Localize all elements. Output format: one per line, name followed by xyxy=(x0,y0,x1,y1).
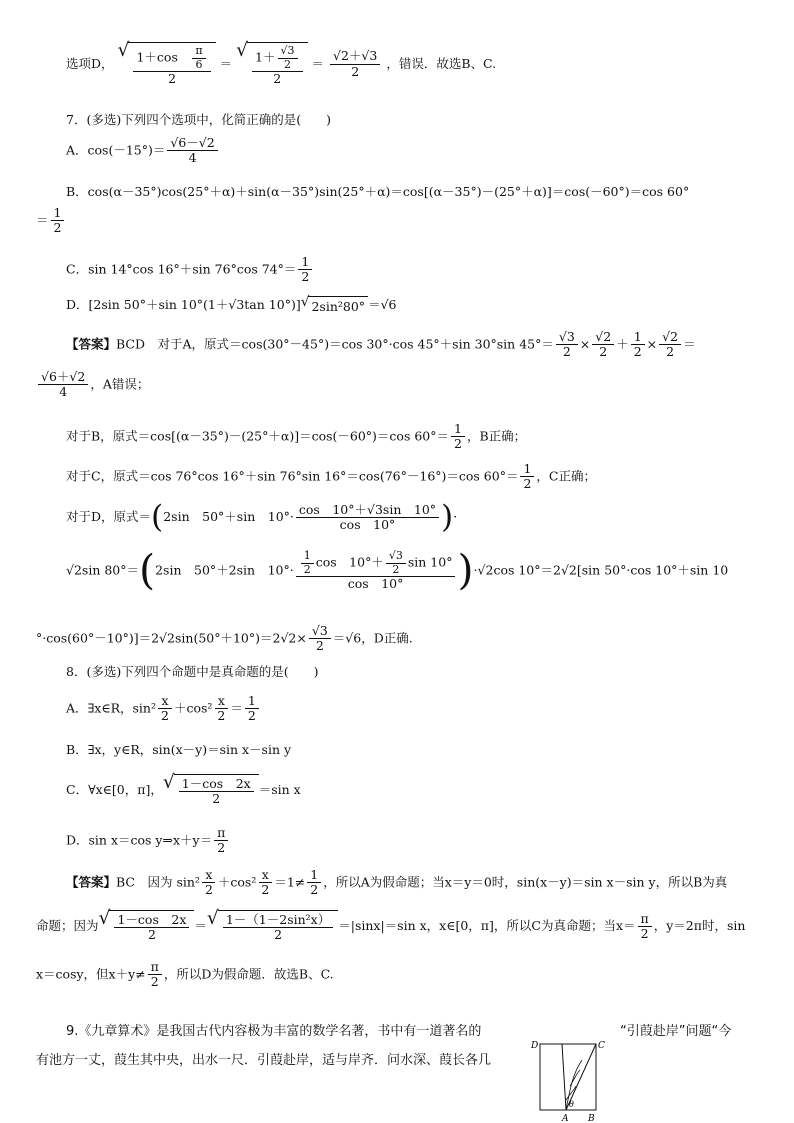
label-a: A xyxy=(562,1114,569,1123)
pond-reed-figure xyxy=(522,1030,612,1123)
text: ＝sin x xyxy=(258,781,301,797)
text: A．cos(－15°)＝ xyxy=(66,142,166,158)
q8-option-d xyxy=(66,826,230,856)
a7-option-d-end xyxy=(36,624,413,654)
a8-line2 xyxy=(36,910,745,943)
text: 1－cos 2x xyxy=(179,777,254,792)
text: 2 xyxy=(147,927,156,943)
a8-line1 xyxy=(66,868,727,898)
a7-option-d: 对于D，原式＝(2sin 50°＋sin 10°· $\frac{\cos 10^\circ+√3\sin 10^\circ}{\cos 10^\circ}$ )· xyxy=(66,499,458,535)
text: ·√2cos 10°＝2√2[sin 50°·cos 10°＋sin 10 xyxy=(473,562,729,578)
q7-option-a xyxy=(66,136,220,166)
q6-option-d-line xyxy=(66,42,496,87)
text: sin 10° xyxy=(407,554,453,570)
text: ＝ xyxy=(683,336,696,352)
a7-option-b xyxy=(66,422,526,452)
text: √6＋√2 xyxy=(38,370,88,385)
text: ，y＝2π时，sin xyxy=(653,917,746,933)
reed-upright xyxy=(562,1044,566,1110)
text: 对于D，原式＝ xyxy=(66,509,152,525)
text: cos 10° xyxy=(347,576,404,592)
a7-option-d-cont: √2sin 80°＝(2sin 50°＋2sin 10°· $\frac{1}{2}$ cos 10°＋ $\frac{√3}{2}$ sin 10° cos 10° )·√2cos 10°＝2√2[sin 50°·cos 10°＋sin 10 xyxy=(66,546,729,595)
text: 1＋cos xyxy=(136,49,191,65)
a8-line3 xyxy=(36,960,334,990)
text: x xyxy=(259,868,272,883)
text: 1 xyxy=(307,868,321,883)
text: C．sin 14°cos 16°＋sin 76°cos 74°＝ xyxy=(66,261,297,277)
text: 1 xyxy=(631,330,645,345)
text: 1 xyxy=(520,462,534,477)
q7-option-c xyxy=(66,255,314,285)
text: 1 xyxy=(298,255,312,270)
text: ＋cos² xyxy=(173,700,213,716)
text: 1 xyxy=(245,694,259,709)
text: 2 xyxy=(454,436,462,452)
text: √3 xyxy=(386,550,406,564)
radical: √ $\frac{1-\cos 2x}{2}$ xyxy=(163,774,259,807)
text: 2 xyxy=(204,882,213,898)
text: 2sin 50°＋sin 10°· xyxy=(163,509,294,525)
a7-option-c xyxy=(66,462,596,492)
text: 对于B，原式＝cos[(α－35°)－(25°＋α)]＝cos(－60°)＝cos 60°＝ xyxy=(66,428,450,444)
text: 2 xyxy=(599,344,608,360)
text: 6 xyxy=(195,57,203,71)
text: ＝ xyxy=(311,55,325,71)
label-b: B xyxy=(588,1114,595,1123)
text: °·cos(60°－10°)]＝2√2sin(50°＋10°)＝2√2× xyxy=(36,630,307,646)
text: 对于A，原式＝cos(30°－45°)＝cos 30°·cos 45°＋sin 30°sin 45°＝ xyxy=(145,336,554,352)
text: 2 xyxy=(310,882,319,898)
q7-option-b-result xyxy=(36,206,66,236)
text: 2 xyxy=(261,882,270,898)
text: √2 xyxy=(659,330,681,345)
text: π xyxy=(192,45,205,59)
text: 2 xyxy=(301,269,310,285)
q7-option-d xyxy=(66,296,396,315)
text: ＋ xyxy=(616,336,629,352)
text: 2 xyxy=(303,562,311,576)
text: 对于C，原式＝cos 76°cos 16°＋sin 76°sin 16°＝cos(76°－16°)＝cos 60°＝ xyxy=(66,468,519,484)
text: x＝cosy，但x＋y≠ xyxy=(36,966,146,982)
text: ＝√6 xyxy=(368,296,397,312)
text: cos 10°＋√3sin 10° xyxy=(296,503,439,518)
text: ，所以D为假命题．故选B、C. xyxy=(163,966,334,982)
text: ，C正确； xyxy=(536,468,596,484)
q8-option-b: B．∃x，y∈R，sin(x－y)＝sin x－sin y xyxy=(66,742,292,757)
text: √6－√2 xyxy=(167,136,217,151)
text: ＝ xyxy=(230,700,243,716)
answer: BCD xyxy=(116,336,146,352)
q9-line1b: “引葭赴岸”问题“今 xyxy=(620,1024,732,1039)
text: √2sin 80°＝ xyxy=(66,562,140,578)
text: √2＋√3 xyxy=(330,49,380,64)
text: 选项D， xyxy=(66,55,114,71)
text: 2 xyxy=(633,344,642,360)
answer-tag: 【答案】 xyxy=(66,874,117,890)
answer-tag: 【答案】 xyxy=(66,336,117,352)
text: cos 10°＋ xyxy=(315,554,384,570)
text: 2 xyxy=(168,71,177,87)
text: 1 xyxy=(451,422,465,437)
text: 2 xyxy=(217,840,226,856)
radical: √ $\frac{1-\cos 2x}{2}$ xyxy=(99,910,195,943)
text: 2sin 50°＋2sin 10°· xyxy=(155,562,294,578)
radical: √ 1＋ $\frac{√3}{2}$ 2 xyxy=(236,42,307,87)
text: x xyxy=(158,694,171,709)
text: 1－cos 2x xyxy=(114,913,189,928)
text: ＝√6，D正确. xyxy=(332,630,413,646)
a7-line2 xyxy=(36,370,149,400)
answer: BC xyxy=(116,874,135,890)
text: 4 xyxy=(59,384,68,400)
text: ，所以A为假命题；当x＝y＝0时，sin(x－y)＝sin x－sin y，所以B为真 xyxy=(323,874,728,890)
text: ，B正确； xyxy=(466,428,527,444)
text: C．∀x∈[0，π]， xyxy=(66,781,163,797)
radical: √ 1＋cos $\frac{\pi}{6}$ 2 xyxy=(118,42,216,87)
text: √3 xyxy=(556,330,578,345)
q7-stem: 7．(多选)下列四个选项中，化简正确的是( ) xyxy=(66,112,331,127)
text: cos 10° xyxy=(339,517,396,533)
text: x xyxy=(215,694,228,709)
text: 1 xyxy=(301,550,314,564)
text: 2 xyxy=(562,344,571,360)
text: × xyxy=(646,336,658,352)
text: D．[2sin 50°＋sin 10°(1＋√3tan 10°)] xyxy=(66,296,301,312)
text: A．∃x∈R，sin² xyxy=(66,700,156,716)
text: ，错误．故选B、C. xyxy=(386,55,497,71)
text: 2 xyxy=(284,57,291,71)
text: ＋cos² xyxy=(217,874,257,890)
text: ＝ xyxy=(219,55,233,71)
text: · xyxy=(453,509,458,525)
text: 2 xyxy=(53,220,62,236)
text: π xyxy=(148,960,162,975)
text: √3 xyxy=(309,624,331,639)
q9-line2: 有池方一丈，葭生其中央，出水一尺．引葭赴岸，适与岸齐．问水深、葭长各几 xyxy=(36,1053,492,1068)
label-d: D xyxy=(531,1041,539,1051)
q8-option-a xyxy=(66,694,261,724)
text: D．sin x＝cos y⇒x＋y＝ xyxy=(66,832,213,848)
text: ＝ xyxy=(194,917,207,933)
text: 1－（1－2sin²x） xyxy=(223,913,333,928)
text: 1 xyxy=(51,206,65,221)
text: 2 xyxy=(666,344,675,360)
text: 2 xyxy=(351,63,360,79)
text: x xyxy=(202,868,215,883)
text: 2 xyxy=(392,562,400,576)
text: π xyxy=(638,912,652,927)
text: ，A错误； xyxy=(90,376,150,392)
q9-line1a: 9.《九章算术》是我国古代内容极为丰富的数学名著，书中有一道著名的 xyxy=(66,1024,482,1039)
text: 2sin²80° xyxy=(308,296,368,315)
text: ＝|sinx|＝sin x，x∈[0，π]，所以C为真命题；当x＝ xyxy=(338,917,636,933)
text: 2 xyxy=(315,638,324,654)
text: π xyxy=(214,826,228,841)
text: 因为 sin² xyxy=(135,874,200,890)
text: 2 xyxy=(217,708,226,724)
q7-option-b: B．cos(α－35°)cos(25°＋α)＋sin(α－35°)sin(25°＋α)＝cos[(α－35°)－(25°＋α)]＝cos(－60°)＝cos 60° xyxy=(66,184,690,199)
text: 2 xyxy=(150,974,159,990)
label-theta: θ xyxy=(569,1100,574,1109)
text: 2 xyxy=(247,708,256,724)
text: 4 xyxy=(188,150,197,166)
radical: √ 2sin²80° xyxy=(301,296,368,315)
radical: √ $\frac{\text{1－（1－2sin²x）}}{2}$ xyxy=(207,910,338,943)
text: 2 xyxy=(273,71,282,87)
text: 2 xyxy=(161,708,169,724)
text: 2 xyxy=(640,925,649,941)
text: ＝1≠ xyxy=(274,874,306,890)
text: × xyxy=(579,336,591,352)
q8-stem: 8．(多选)下列四个命题中是真命题的是( ) xyxy=(66,664,319,679)
text: √3 xyxy=(278,45,298,59)
text: 2 xyxy=(212,791,221,807)
text: √2 xyxy=(592,330,614,345)
text: 命题；因为 xyxy=(36,917,99,933)
text: 2 xyxy=(523,476,532,492)
q8-option-c xyxy=(66,774,301,807)
a7-line1 xyxy=(66,330,696,360)
text: 2 xyxy=(274,927,283,943)
text: 1＋ xyxy=(255,49,276,65)
text: ＝ xyxy=(36,212,49,228)
label-c: C xyxy=(598,1041,605,1051)
